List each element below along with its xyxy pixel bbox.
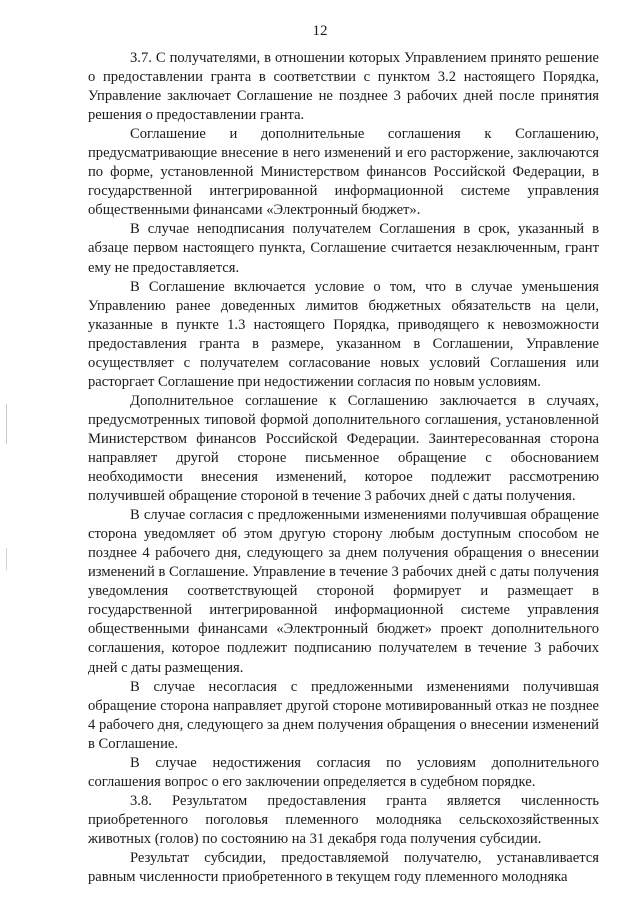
- paragraph-unsigned-agreement: В случае неподписания получателем Соглашения в срок, указанный в абзаце первом настоящего пункта, Соглашение считается незаключенным, грант ему не предоставляется.: [88, 221, 599, 276]
- paragraph-3-8: 3.8. Результатом предоставления гранта является численность приобретенного поголовья племенного молодняка сельскохозяйственных животных (голов) по состоянию на 31 декабря года получения субсидии.: [88, 792, 599, 847]
- paragraph-limits-reduction: В Соглашение включается условие о том, что в случае уменьшения Управлению ранее доведенных лимитов бюджетных обязательств на цели, указанные в пункте 1.3 настоящего Порядка, приводящего к невозможности предоставления гранта в размере, указанном в Соглашении, Управление осуществляет с получателем согласование новых условий Соглашения или расторгает Соглашение при недостижении согласия по новым условиям.: [88, 278, 599, 390]
- scan-margin-mark: [6, 404, 7, 444]
- paragraph-agreement-form: Соглашение и дополнительные соглашения к Соглашению, предусматривающие внесение в него изменений и его расторжение, заключаются по форме, установленной Министерством финансов Российской Федерации, в государственной интегрированной информационной системе управления общественными финансами «Электронный бюджет».: [88, 126, 599, 219]
- paragraph-court: В случае недостижения согласия по условиям дополнительного соглашения вопрос о его заключении определяется в судебном порядке.: [88, 754, 599, 790]
- page-number: 12: [312, 23, 328, 39]
- document-body: [88, 49, 599, 887]
- scan-margin-mark: [6, 548, 7, 570]
- paragraph-disagreement: В случае несогласия с предложенными изменениями получившая обращение сторона направляет другой стороне мотивированный отказ не позднее 4 рабочего дня, следующего за днем получения обращения о внесении изменений в Соглашение.: [88, 678, 599, 752]
- paragraph-result: Результат субсидии, предоставляемой получателю, устанавливается равным численности приобретенного в текущем году племенного молодняка: [88, 849, 599, 886]
- paragraph-3-7: 3.7. С получателями, в отношении которых Управлением принято решение о предоставлении гранта в соответствии с пунктом 3.2 настоящего Порядка, Управление заключает Соглашение не позднее 3 рабочих дней после принятия решения о предоставлении гранта.: [88, 50, 599, 124]
- paragraph-consent: В случае согласия с предложенными изменениями получившая обращение сторона уведомляет об этом другую сторону любым доступным способом не позднее 4 рабочего дня, следующего за днем получения обращения о внесении изменений в Соглашение. Управление в течение 3 рабочих дней с даты получения уведомления соответствующей стороной формирует и размещает в государственной интегрированной информационной системе управления общественными финансами «Электронный бюджет» проект дополнительного соглашения, которое подлежит подписанию получателем в течение 3 рабочих дней с даты размещения.: [88, 507, 600, 676]
- paragraph-additional-agreement: Дополнительное соглашение к Соглашению заключается в случаях, предусмотренных типовой формой дополнительного соглашения, установленной Министерством финансов Российской Федерации. Заинтересованная сторона направляет другой стороне письменное обращение с обоснованием необходимости внесения изменений, которое подлежит рассмотрению получившей обращение стороной в течение 3 рабочих дней с даты получения.: [88, 392, 599, 505]
